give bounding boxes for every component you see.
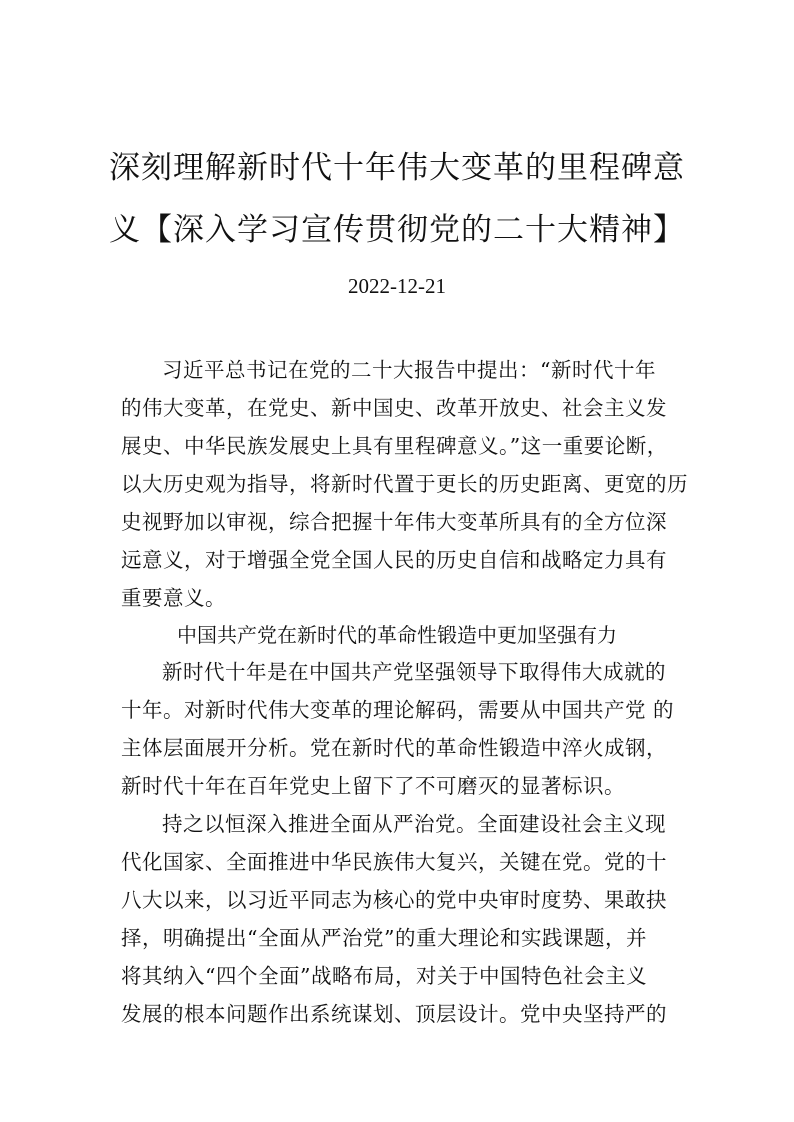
paragraph-1-line-2: 的伟大变革，在党史、新中国史、改革开放史、社会主义发	[121, 396, 667, 420]
paragraph-1-line-6: 远意义，对于增强全党全国人民的历史自信和战略定力具有	[121, 548, 667, 572]
paragraph-3-line-1: 持之以恒深入推进全面从严治党。全面建设社会主义现	[162, 812, 666, 836]
paragraph-2-line-4: 新时代十年在百年党史上留下了不可磨灭的显著标识。	[121, 774, 625, 798]
document-title-line-1: 深刻理解新时代十年伟大变革的里程碑意	[109, 150, 685, 186]
document-title-line-2: 义【深入学习宣传贯彻党的二十大精神】	[109, 212, 685, 248]
paragraph-3-line-6: 发展的根本问题作出系统谋划、顶层设计。党中央坚持严的	[121, 1002, 667, 1026]
paragraph-1-line-7: 重要意义。	[121, 586, 226, 610]
paragraph-1-line-4: 以大历史观为指导，将新时代置于更长的历史距离、更宽的历	[121, 472, 688, 496]
publish-date: 2022-12-21	[348, 274, 446, 298]
paragraph-1-line-3: 展史、中华民族发展史上具有里程碑意义。”这一重要论断，	[121, 434, 668, 458]
paragraph-3-line-4: 择，明确提出“全面从严治党”的重大理论和实践课题，并	[121, 926, 647, 950]
paragraph-3-line-2: 代化国家、全面推进中华民族伟大复兴，关键在党。党的十	[121, 850, 667, 874]
paragraph-1-line-5: 史视野加以审视，综合把握十年伟大变革所具有的全方位深	[121, 510, 667, 534]
paragraph-3-line-5: 将其纳入“四个全面”战略布局，对关于中国特色社会主义	[121, 964, 647, 988]
paragraph-3-line-3: 八大以来，以习近平同志为核心的党中央审时度势、果敢抉	[121, 888, 667, 912]
paragraph-2-line-2: 十年。对新时代伟大变革的理论解码，需要从中国共产党 的	[121, 698, 675, 722]
paragraph-1-line-1: 习近平总书记在党的二十大报告中提出：“新时代十年	[162, 358, 656, 382]
paragraph-2-line-3: 主体层面展开分析。党在新时代的革命性锻造中淬火成钢，	[121, 736, 667, 760]
paragraph-2-line-1: 新时代十年是在中国共产党坚强领导下取得伟大成就的	[162, 660, 666, 684]
section-heading: 中国共产党在新时代的革命性锻造中更加坚强有力	[177, 623, 617, 647]
